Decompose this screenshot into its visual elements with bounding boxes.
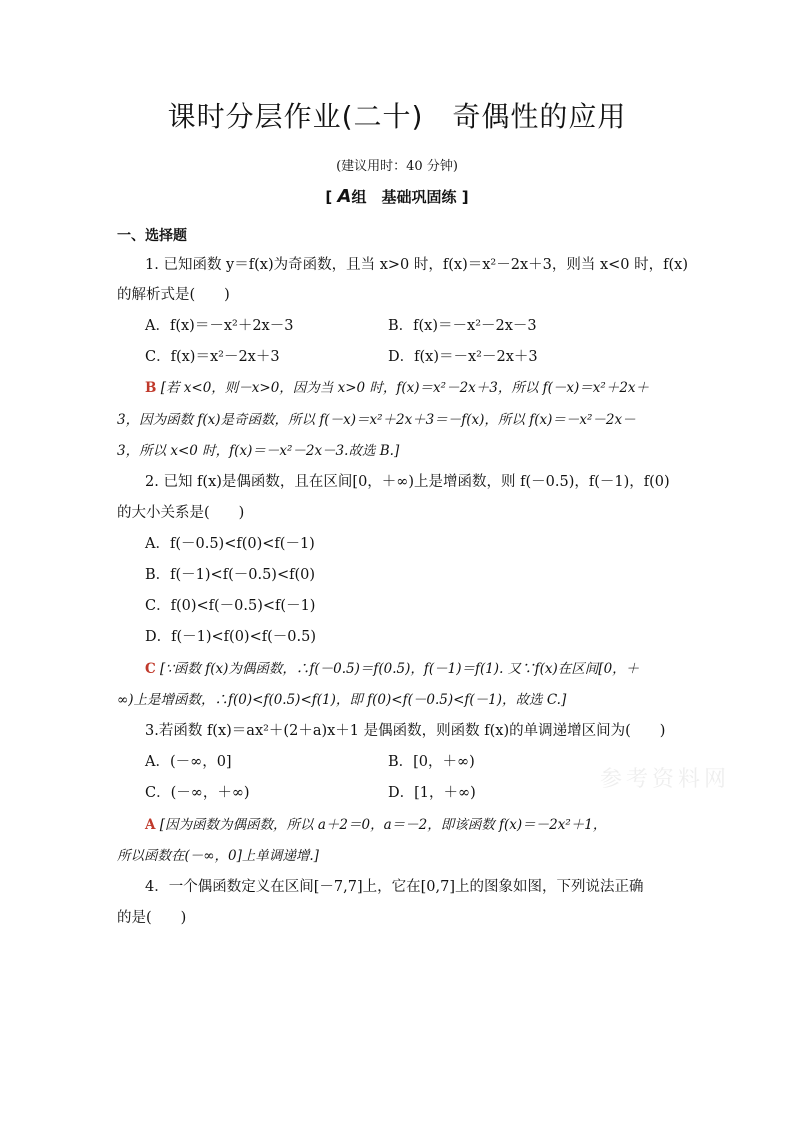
time-hint: (建议用时：40 分钟)	[336, 159, 458, 174]
q1-stem-line2: 的解析式是( )	[117, 287, 230, 303]
q2-answer-line1	[145, 657, 639, 677]
q3-option-a: A．(－∞，0]	[145, 754, 232, 770]
q3-answer-line1	[145, 813, 606, 833]
q3-answer-letter: A	[145, 817, 156, 833]
q1-answer-line1	[145, 376, 649, 396]
section-title: 一、选择题	[117, 228, 187, 244]
q2-option-a: A．f(－0.5)<f(0)<f(－1)	[145, 536, 315, 552]
group-bracket-open: [	[325, 188, 333, 206]
q2-answer-letter: C	[145, 661, 156, 677]
q3-option-b: B．[0，＋∞)	[388, 754, 475, 770]
q2-answer-text1: [∵函数 f(x)为偶函数，∴f(－0.5)＝f(0.5)，f(－1)＝f(1). 又∵f(x)在区间[0，＋	[160, 661, 640, 677]
q1-option-c: C．f(x)＝x²－2x＋3	[145, 349, 280, 365]
q1-answer-line2: 3，因为函数 f(x)是奇函数，所以 f(－x)＝x²＋2x＋3＝－f(x)，所以 f(x)＝－x²－2x－	[117, 412, 636, 428]
q3-answer-text1: [因为函数为偶函数，所以 a＋2＝0，a＝－2，即该函数 f(x)＝－2x²＋1，	[159, 817, 607, 833]
q1-answer-text1: [若 x<0，则－x>0，因为当 x>0 时，f(x)＝x²－2x＋3，所以 f(－x)＝x²＋2x＋	[160, 380, 650, 396]
q2-stem-line1: 2. 已知 f(x)是偶函数，且在区间[0，＋∞)上是增函数，则 f(－0.5)，f(－1)，f(0)	[145, 474, 670, 490]
q1-answer-line3: 3，所以 x<0 时，f(x)＝－x²－2x－3.故选 B.]	[117, 443, 400, 459]
watermark: 参考资料网	[600, 767, 731, 792]
q2-option-c: C．f(0)<f(－0.5)<f(－1)	[145, 598, 316, 614]
q2-stem-line2: 的大小关系是( )	[117, 505, 245, 521]
group-bracket-close: ]	[461, 188, 469, 206]
q3-option-c: C．(－∞，＋∞)	[145, 785, 250, 801]
q1-option-d: D．f(x)＝－x²－2x＋3	[388, 349, 538, 365]
q2-option-d: D．f(－1)<f(0)<f(－0.5)	[145, 629, 316, 645]
group-heading	[0, 186, 794, 207]
q2-option-b: B．f(－1)<f(－0.5)<f(0)	[145, 567, 316, 583]
group-label: 组 基础巩固练	[351, 188, 457, 206]
q1-answer-letter: B	[145, 380, 157, 396]
q1-stem-line1: 1. 已知函数 y＝f(x)为奇函数，且当 x>0 时，f(x)＝x²－2x＋3，则当 x<0 时，f(x)	[145, 257, 688, 273]
q3-option-d: D．[1，＋∞)	[388, 785, 476, 801]
q1-option-a: A．f(x)＝－x²＋2x－3	[145, 318, 294, 334]
group-badge: A	[337, 186, 352, 207]
q2-answer-line2: ∞)上是增函数，∴f(0)<f(0.5)<f(1)，即 f(0)<f(－0.5)<f(－1)，故选 C.]	[117, 692, 567, 708]
q1-option-b: B．f(x)＝－x²－2x－3	[388, 318, 537, 334]
q3-stem-line1: 3.若函数 f(x)＝ax²＋(2＋a)x＋1 是偶函数，则函数 f(x)的单调递增区间为( )	[145, 723, 666, 739]
page-title: 课时分层作业(二十) 奇偶性的应用	[167, 100, 627, 133]
q4-stem-line2: 的是( )	[117, 910, 187, 926]
q4-stem-line1: 4．一个偶函数定义在区间[－7,7]上，它在[0,7]上的图象如图，下列说法正确	[145, 879, 644, 895]
q3-answer-line2: 所以函数在(－∞，0]上单调递增.]	[117, 848, 319, 864]
